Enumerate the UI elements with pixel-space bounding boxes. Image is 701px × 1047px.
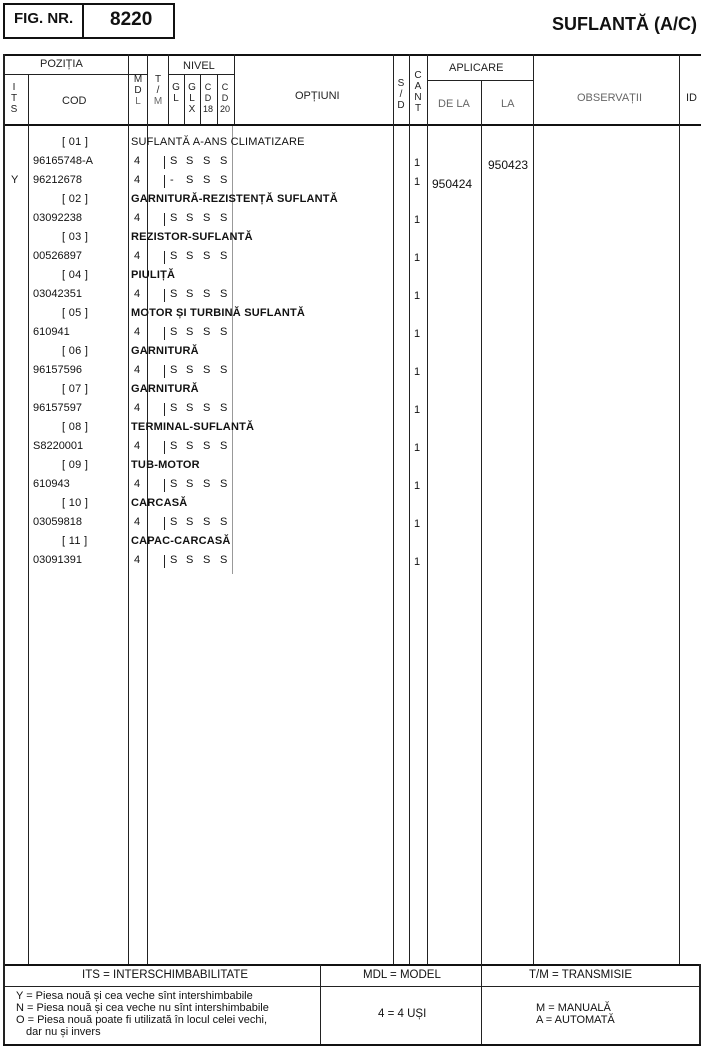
position-number: [ 03 ] [62,231,89,243]
position-number: [ 05 ] [62,307,89,319]
tm-col-line [168,54,169,124]
nivel-cd18-header: C D 18 [203,82,214,114]
level-mark: S [186,326,194,338]
quantity: 1 [414,290,421,302]
nivel-col-1 [184,74,185,124]
its-legend-lines [16,990,269,1038]
tm-tick [164,289,165,302]
level-mark: S [220,326,228,338]
its-legend-n: N = Piesa nouă și cea veche nu sînt intershimbabile [16,1002,269,1014]
its-legend-y: Y = Piesa nouă și cea veche sînt intershimbabile [16,990,253,1002]
la-col-line [533,54,534,964]
level-mark: S [220,478,228,490]
figure-number: 8220 [110,9,153,30]
optiuni-header: OPȚIUNI [295,90,340,102]
part-code: 03091391 [33,554,82,566]
page-title: SUFLANTĂ (A/C) [552,14,697,34]
tm-tick [164,517,165,530]
part-group-description: REZISTOR-SUFLANTĂ [131,231,253,243]
quantity: 1 [414,252,421,264]
tm-legend-m: M = MANUALĂ [536,1002,611,1014]
model-code: 4 [134,440,141,452]
level-mark: S [170,516,178,528]
model-code: 4 [134,402,141,414]
quantity: 1 [414,366,421,378]
part-code: 96157596 [33,364,82,376]
sd-header: S / D [397,78,405,111]
tm-tick [164,251,165,264]
level-mark: S [203,478,211,490]
quantity: 1 [414,556,421,568]
its-header: I T S [10,82,18,115]
part-code: 03059818 [33,516,82,528]
part-group-description: GARNITURĂ [131,383,199,395]
level-mark: S [220,402,228,414]
obs-col-line [679,54,680,964]
position-number: [ 06 ] [62,345,89,357]
part-code: S8220001 [33,440,84,452]
la-header: LA [501,98,515,110]
tm-legend-lines [536,1002,615,1026]
level-mark: S [203,212,211,224]
level-mark: S [170,326,178,338]
level-mark: S [170,250,178,262]
its-code: Y [11,174,19,186]
quantity: 1 [414,518,421,530]
level-mark: S [220,250,228,262]
id-header: ID [686,92,697,104]
pozitia-header: POZIȚIA [40,58,83,70]
level-mark: S [170,440,178,452]
cant-header: C A N T [414,70,422,114]
position-number: [ 08 ] [62,421,89,433]
model-code: 4 [134,250,141,262]
legend-sep-2 [481,964,482,1045]
pozitia-divider [3,74,147,75]
level-mark: S [220,212,228,224]
part-group-description: PIULIȚĂ [131,269,176,281]
quantity: 1 [414,480,421,492]
table-bottom-border [3,1044,701,1046]
tm-legend-title: T/M = TRANSMISIE [529,969,632,981]
level-mark: S [220,516,228,528]
model-code: 4 [134,478,141,490]
part-group-description: GARNITURĂ-REZISTENȚĂ SUFLANTĂ [131,193,338,205]
quantity: 1 [414,404,421,416]
part-group-description: GARNITURĂ [131,345,199,357]
model-code: 4 [134,212,141,224]
level-mark: S [186,516,194,528]
quantity: 1 [414,176,421,188]
its-legend-title: ITS = INTERSCHIMBABILITATE [82,969,249,981]
applies-from: 950424 [432,177,473,191]
legend-sep-1 [320,964,321,1045]
part-group-description: TERMINAL-SUFLANTĂ [131,421,255,433]
aplicare-header: APLICARE [449,62,504,74]
cod-header: COD [62,95,87,107]
quantity: 1 [414,442,421,454]
dela-header: DE LA [438,98,470,110]
quantity: 1 [414,214,421,226]
tm-tick [164,403,165,416]
level-mark: S [186,478,194,490]
part-code: 96157597 [33,402,82,414]
optiuni-col-line [393,54,394,964]
dela-col-line [481,80,482,964]
tm-tick [164,555,165,568]
level-mark: S [186,250,194,262]
level-mark: S [203,440,211,452]
position-number: [ 04 ] [62,269,89,281]
level-mark: S [220,155,228,167]
part-group-description: CAPAC-CARCASĂ [131,535,231,547]
position-number: [ 11 ] [62,535,88,547]
level-mark: S [186,402,194,414]
level-mark: S [220,288,228,300]
position-number: [ 01 ] [62,136,89,148]
level-mark: S [220,174,228,186]
nivel-col-3 [217,74,218,124]
part-group-description: SUFLANTĂ A-ANS CLIMATIZARE [131,136,305,148]
table-top-border [3,54,701,56]
level-mark: S [170,212,178,224]
sd-col-line [409,54,410,964]
level-mark: S [203,326,211,338]
level-mark: S [203,554,211,566]
level-mark: S [220,364,228,376]
its-col-line [28,74,29,964]
level-mark: S [186,554,194,566]
cant-col-line [427,54,428,964]
nivel-divider [168,74,234,75]
level-mark: S [170,402,178,414]
part-code: 96165748-A [33,155,93,167]
level-mark: S [203,250,211,262]
quantity: 1 [414,157,421,169]
level-mark: S [186,288,194,300]
part-group-description: MOTOR ȘI TURBINĂ SUFLANTĂ [131,307,306,319]
part-group-description: TUB-MOTOR [131,459,200,471]
tm-tick [164,365,165,378]
tm-tick [164,441,165,454]
part-code: 96212678 [33,174,82,186]
level-mark: S [203,155,211,167]
level-mark: S [203,364,211,376]
cod-col-line [128,54,129,964]
level-mark: S [186,155,194,167]
level-mark: S [186,364,194,376]
model-code: 4 [134,326,141,338]
level-mark: S [203,402,211,414]
part-code: 03042351 [33,288,82,300]
figure-separator [82,3,84,39]
model-code: 4 [134,174,141,186]
level-mark: S [170,554,178,566]
model-code: 4 [134,516,141,528]
level-mark: S [203,516,211,528]
tm-tick [164,175,165,188]
nivel-header: NIVEL [183,60,215,72]
level-mark: S [170,288,178,300]
model-code: 4 [134,554,141,566]
nivel-col-2 [200,74,201,124]
level-mark: S [170,364,178,376]
part-group-description: CARCASĂ [131,497,188,509]
aplicare-divider [427,80,533,81]
its-legend-o: O = Piesa nouă poate fi utilizată în locul celei vechi, [16,1014,268,1026]
position-number: [ 07 ] [62,383,89,395]
nivel-gl-header: G L [172,82,180,104]
level-mark: S [170,155,178,167]
mdl-legend-value: 4 = 4 UȘI [378,1008,427,1020]
level-mark: S [186,440,194,452]
nivel-glx-header: G L X [188,82,196,115]
tm-header: T / M [153,74,163,107]
figure-label: FIG. NR. [14,10,74,27]
position-number: [ 09 ] [62,459,89,471]
tm-tick [164,213,165,226]
position-number: [ 02 ] [62,193,89,205]
level-mark: S [186,174,194,186]
level-mark: S [203,288,211,300]
left-border [3,54,5,1045]
mdl-header: M D L [133,74,143,107]
part-code: 610941 [33,326,70,338]
level-mark: - [170,174,174,186]
tm-tick [164,479,165,492]
its-legend-o-cont: dar nu și invers [26,1026,101,1038]
legend-title-divider [3,986,701,987]
level-mark: S [170,478,178,490]
quantity: 1 [414,328,421,340]
part-code: 03092238 [33,212,82,224]
tm-tick [164,327,165,340]
tm-legend-a: A = AUTOMATĂ [536,1014,615,1026]
nivel-right-line [234,54,235,124]
tm-tick [164,156,165,169]
legend-top-border [3,964,701,966]
mdl-legend-title: MDL = MODEL [363,969,441,981]
level-mark: S [186,212,194,224]
position-number: [ 10 ] [62,497,89,509]
observatii-header: OBSERVAȚII [577,92,643,104]
mdl-col-line [147,54,148,964]
model-code: 4 [134,155,141,167]
model-code: 4 [134,288,141,300]
level-mark: S [220,554,228,566]
part-code: 00526897 [33,250,82,262]
model-code: 4 [134,364,141,376]
level-mark: S [203,174,211,186]
nivel-cd20-header: C D 20 [220,82,231,114]
applies-to: 950423 [488,158,529,172]
header-bottom-border [3,124,701,126]
part-code: 610943 [33,478,70,490]
level-mark: S [220,440,228,452]
